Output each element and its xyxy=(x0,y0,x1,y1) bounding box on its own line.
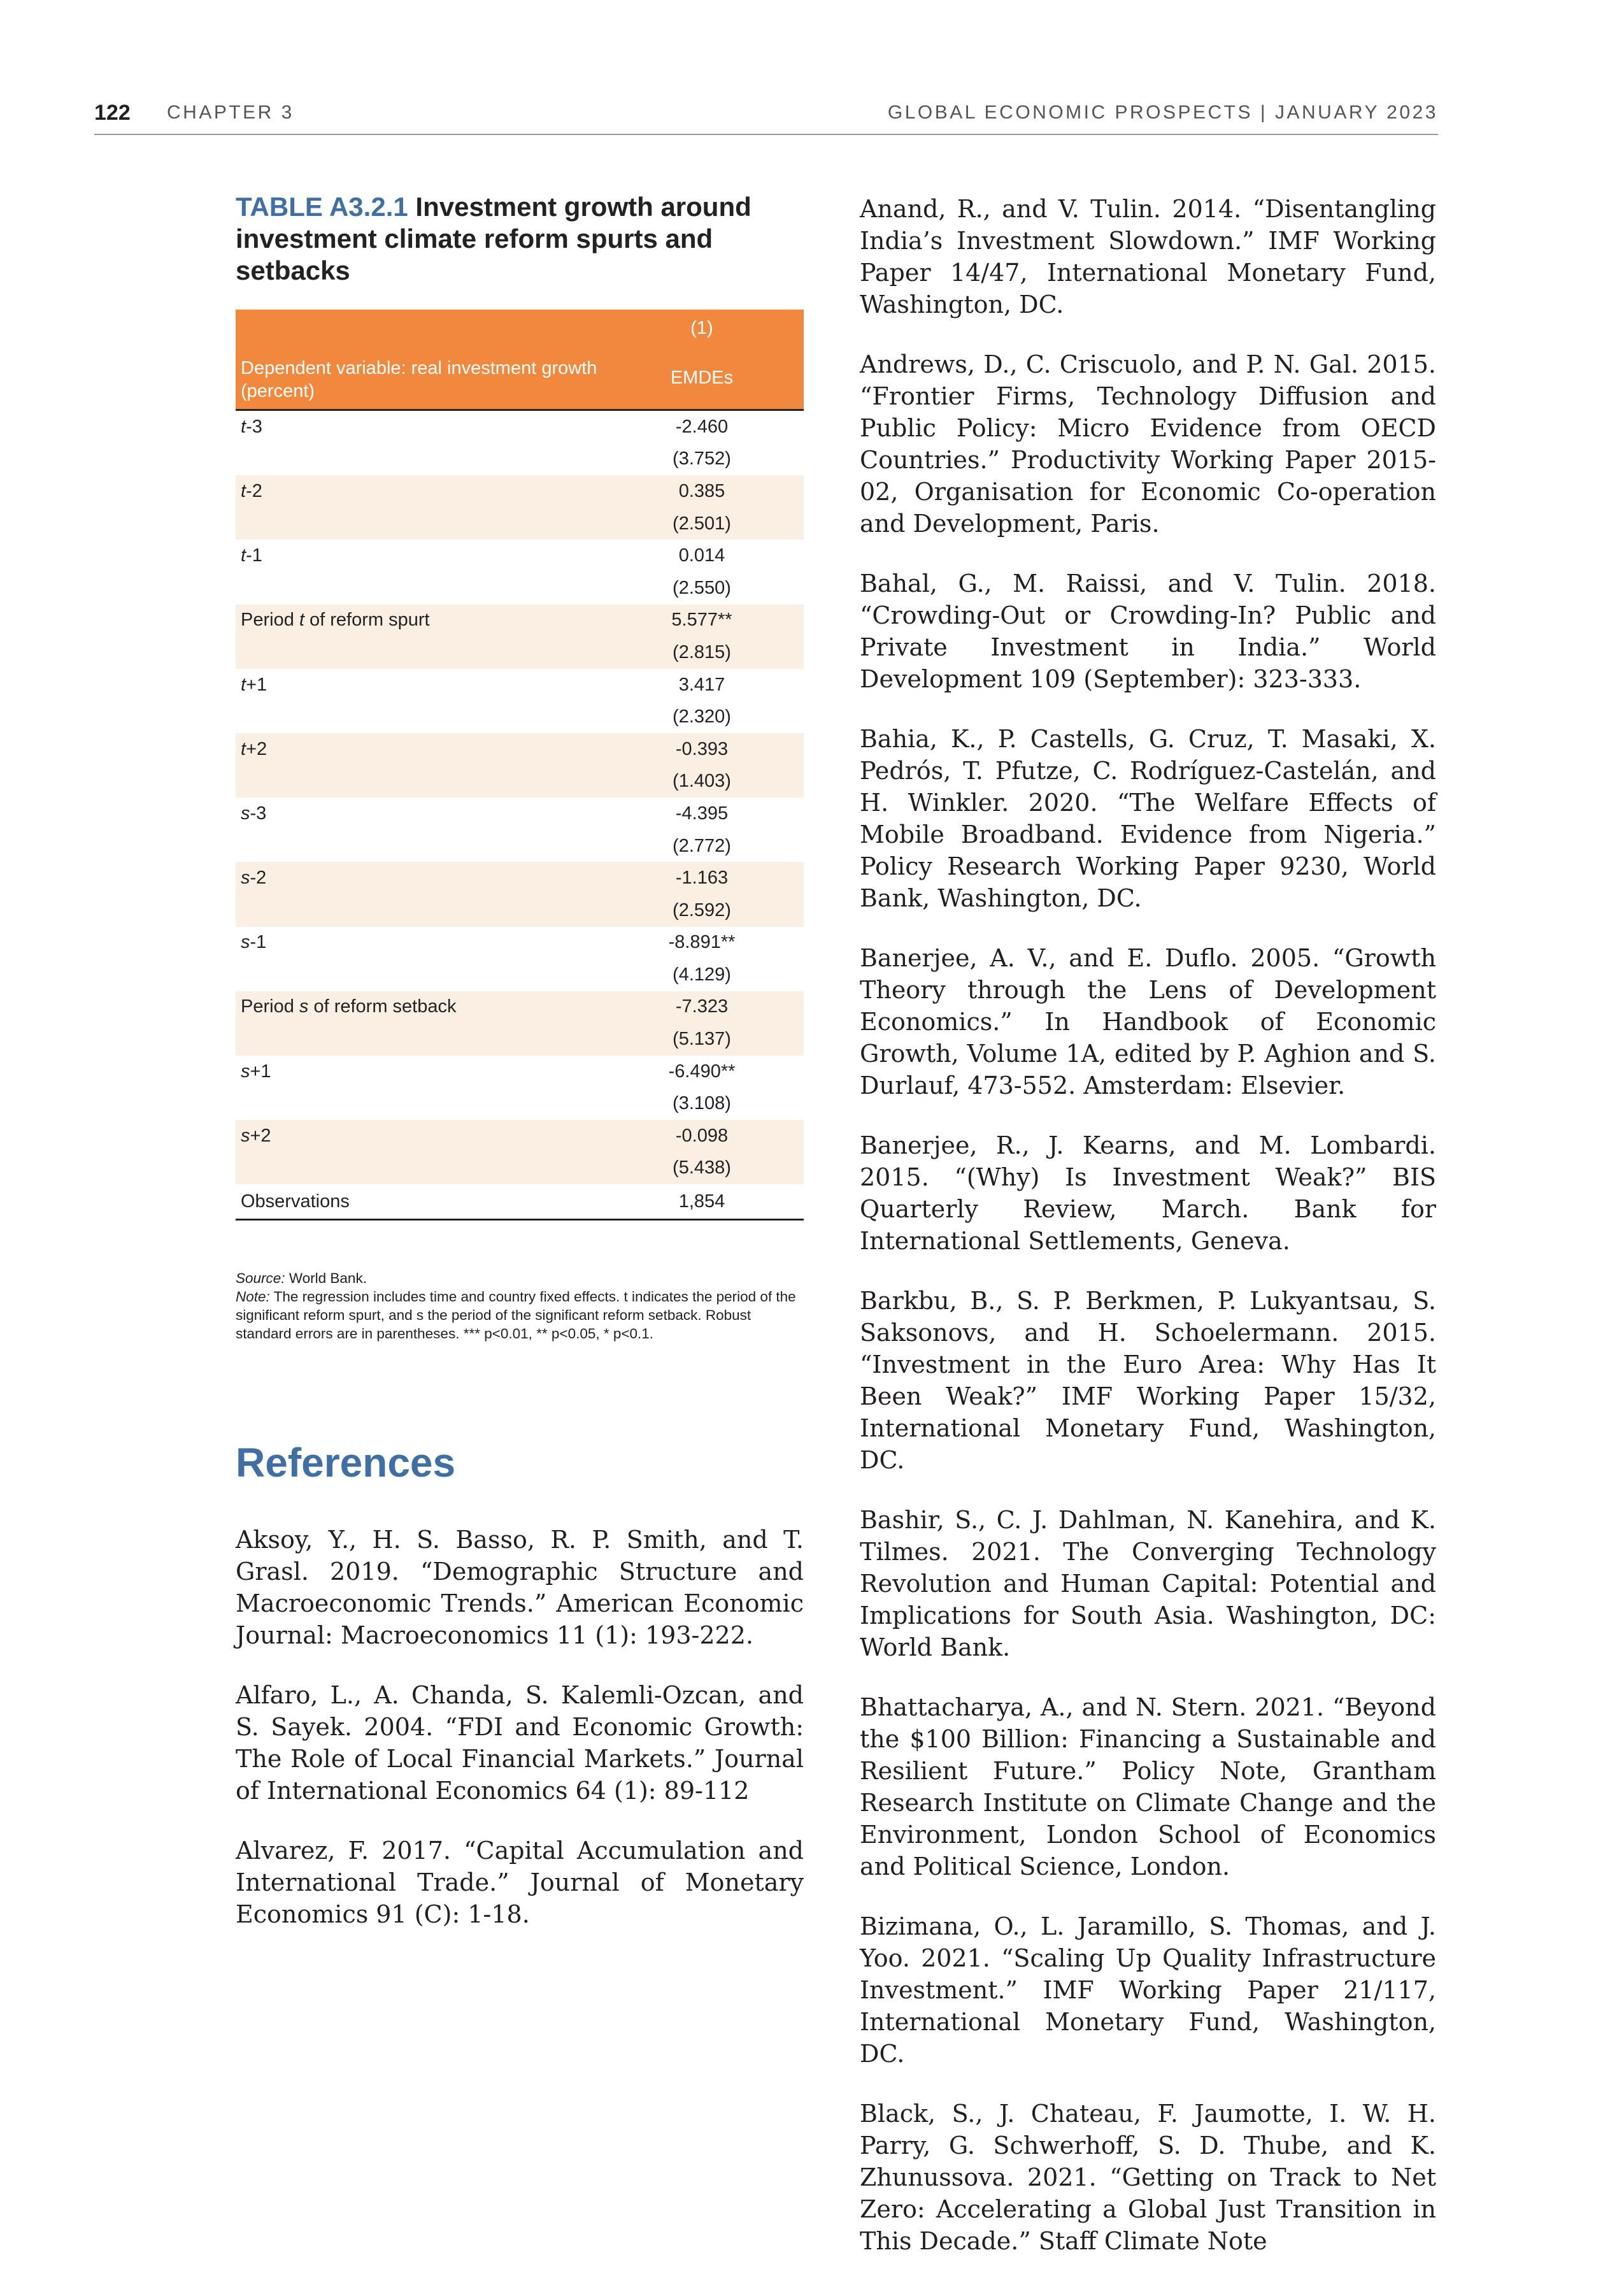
dependent-variable-label: Dependent variable: real investment growth (percent) xyxy=(236,347,600,410)
table-row xyxy=(236,894,804,927)
row-label: t+1 xyxy=(241,674,267,695)
row-label-blank xyxy=(236,636,600,669)
page-header xyxy=(94,96,1438,134)
row-label: t-1 xyxy=(241,545,262,566)
table-row xyxy=(236,410,804,443)
coefficient-value: 0.014 xyxy=(678,545,725,566)
coefficient-value: 0.385 xyxy=(600,475,804,508)
reference-entry: Black, S., J. Chateau, F. Jaumotte, I. W. H. Parry, G. Schwerhoff, S. D. Thube, and K. Zhunussova. 2021. “Getting on Track to Net Zero: Accelerating a Global Just Transition in This Decade.” Staff Climate Note xyxy=(860,2100,1436,2255)
table-row xyxy=(236,1120,804,1152)
standard-error-value: (4.129) xyxy=(673,964,731,985)
chapter-label: CHAPTER 3 xyxy=(167,102,294,123)
row-label-blank xyxy=(236,508,600,540)
header-blank-cell xyxy=(236,310,600,347)
row-label: s-3 xyxy=(241,803,267,824)
reference-entry: Bahia, K., P. Castells, G. Cruz, T. Masaki, X. Pedrós, T. Pfutze, C. Rodríguez-Castelán, and H. Winkler. 2020. “The Welfare Effects of Mobile Broadband. Evidence from Nigeria.” Policy Research Working Paper 9230, World Bank, Washington, DC. xyxy=(860,725,1436,912)
reference-entry: Anand, R., and V. Tulin. 2014. “Disentangling India’s Investment Slowdown.” IMF Working Paper 14/47, International Monetary Fund, Washington, DC. xyxy=(860,195,1436,319)
row-label-blank xyxy=(236,1152,600,1185)
coefficient-value: -4.395 xyxy=(675,803,729,824)
reference-entry: Alfaro, L., A. Chanda, S. Kalemli-Ozcan, and S. Sayek. 2004. “FDI and Economic Growth: The Role of Local Financial Markets.” Journal of International Economics 64 (1): 89-112 xyxy=(236,1681,804,1805)
table-row xyxy=(236,927,804,959)
reference-entry: Bashir, S., C. J. Dahlman, N. Kanehira, and K. Tilmes. 2021. The Converging Technology Revolution and Human Capital: Potential and Implications for South Asia. Washington, DC: World Bank. xyxy=(860,1506,1436,1661)
table-row xyxy=(236,605,804,637)
row-label-blank xyxy=(236,1087,600,1120)
table-row xyxy=(236,669,804,701)
row-label-blank xyxy=(236,701,600,733)
table-row xyxy=(236,1023,804,1056)
row-label: s+2 xyxy=(236,1120,600,1152)
table-row xyxy=(236,959,804,991)
coefficient-value: -8.891** xyxy=(668,932,736,953)
table-header-row xyxy=(236,310,804,347)
coefficient-value: 3.417 xyxy=(678,674,725,695)
table-row xyxy=(236,475,804,508)
table-row xyxy=(236,572,804,605)
row-label: t-2 xyxy=(236,475,600,508)
reference-entry: Bahal, G., M. Raissi, and V. Tulin. 2018. “Crowding-Out or Crowding-In? Public and Private Investment in India.” World Development 109 (September): 323-333. xyxy=(860,569,1436,693)
standard-error-value: (3.752) xyxy=(673,448,731,469)
standard-error-value: (1.403) xyxy=(600,766,804,798)
table-row xyxy=(236,733,804,766)
table-row xyxy=(236,1152,804,1185)
coefficient-value: -2.460 xyxy=(675,416,729,437)
source-label: Source: xyxy=(236,1270,285,1286)
column-number: (1) xyxy=(600,310,804,347)
standard-error-value: (3.108) xyxy=(673,1093,731,1114)
table-id: TABLE A3.2.1 xyxy=(236,192,408,222)
regression-table xyxy=(236,310,804,1221)
table-title-text: Investment growth around investment climate reform spurts and setbacks xyxy=(236,192,751,285)
table-row xyxy=(236,766,804,798)
observations-row xyxy=(236,1184,804,1220)
reference-entry: Banerjee, A. V., and E. Duflo. 2005. “Growth Theory through the Lens of Development Economics.” In Handbook of Economic Growth, Volume 1A, edited by P. Aghion and S. Durlauf, 473-552. Amsterdam: Elsevier. xyxy=(860,944,1436,1100)
table-header-row xyxy=(236,347,804,410)
observations-label: Observations xyxy=(236,1184,600,1220)
row-label-blank xyxy=(236,766,600,798)
standard-error-value: (2.815) xyxy=(600,636,804,669)
table-row xyxy=(236,1087,804,1120)
references-list-right xyxy=(860,193,1436,2285)
row-label-blank xyxy=(236,1023,600,1056)
standard-error-value: (2.501) xyxy=(600,508,804,540)
row-label: Period s of reform setback xyxy=(236,991,600,1024)
standard-error-value: (2.772) xyxy=(673,835,731,856)
reference-entry: Andrews, D., C. Criscuolo, and P. N. Gal. 2015. “Frontier Firms, Technology Diffusion and Public Policy: Micro Evidence from OECD Countries.” Productivity Working Paper 2015-02, Organisation for Economic Co-operation and Development, Paris. xyxy=(860,350,1436,538)
row-label: t-3 xyxy=(241,416,262,437)
reference-entry: Barkbu, B., S. P. Berkmen, P. Lukyantsau, S. Saksonovs, and H. Schoelermann. 2015. “Investment in the Euro Area: Why Has It Been Weak?” IMF Working Paper 15/32, International Monetary Fund, Washington, DC. xyxy=(860,1287,1436,1474)
reference-entry: Banerjee, R., J. Kearns, and M. Lombardi. 2015. “(Why) Is Investment Weak?” BIS Quarterly Review, March. Bank for International Settlements, Geneva. xyxy=(860,1131,1436,1255)
reference-entry: Bhattacharya, A., and N. Stern. 2021. “Beyond the $100 Billion: Financing a Sustainable and Resilient Future.” Policy Note, Grantham Research Institute on Climate Change and the Environment, London School of Economics and Political Science, London. xyxy=(860,1693,1436,1880)
table-body xyxy=(236,410,804,1220)
table-row xyxy=(236,508,804,540)
row-label: s+1 xyxy=(241,1061,271,1082)
table-row xyxy=(236,636,804,669)
publication-title: GLOBAL ECONOMIC PROSPECTS | JANUARY 2023 xyxy=(887,102,1438,123)
row-label-blank xyxy=(236,443,600,476)
row-label-blank xyxy=(236,894,600,927)
standard-error-value: (2.320) xyxy=(673,706,731,727)
observations-value: 1,854 xyxy=(600,1184,804,1220)
table-row xyxy=(236,701,804,733)
coefficient-value: -1.163 xyxy=(600,862,804,894)
reference-entry: Aksoy, Y., H. S. Basso, R. P. Smith, and T. Grasl. 2019. “Demographic Structure and Macroeconomic Trends.” American Economic Journal: Macroeconomics 11 (1): 193-222. xyxy=(236,1526,804,1649)
table-row xyxy=(236,830,804,863)
row-label-blank xyxy=(236,830,600,863)
table-row xyxy=(236,540,804,572)
row-label: s-1 xyxy=(241,932,267,953)
coefficient-value: -0.098 xyxy=(600,1120,804,1152)
reference-entry: Alvarez, F. 2017. “Capital Accumulation and International Trade.” Journal of Monetary Economics 91 (C): 1-18. xyxy=(236,1837,804,1928)
standard-error-value: (2.592) xyxy=(600,894,804,927)
table-source xyxy=(236,1269,804,1287)
table-title xyxy=(236,191,804,287)
references-heading: References xyxy=(236,1440,456,1486)
reference-entry: Bizimana, O., L. Jaramillo, S. Thomas, and J. Yoo. 2021. “Scaling Up Quality Infrastructure Investment.” IMF Working Paper 21/117, International Monetary Fund, Washington, DC. xyxy=(860,1912,1436,2068)
references-list-left xyxy=(236,1524,804,1958)
table-row xyxy=(236,443,804,476)
coefficient-value: -7.323 xyxy=(600,991,804,1024)
row-label-blank xyxy=(236,959,600,991)
standard-error-value: (5.137) xyxy=(600,1023,804,1056)
row-label-blank xyxy=(236,572,600,605)
table-row xyxy=(236,798,804,830)
table-note xyxy=(236,1287,804,1343)
coefficient-value: 5.577** xyxy=(600,605,804,637)
source-text: World Bank. xyxy=(288,1270,367,1286)
standard-error-value: (5.438) xyxy=(600,1152,804,1185)
table-section xyxy=(236,191,804,1342)
table-row xyxy=(236,991,804,1024)
note-text: The regression includes time and country fixed effects. t indicates the period of the significant reform spurt, and s the period of the significant reform setback. Robust standard errors are in parentheses. *** p<0.01, ** p<0.05, * p<0.1. xyxy=(236,1289,796,1342)
coefficient-value: -0.393 xyxy=(600,733,804,766)
coefficient-value: -6.490** xyxy=(668,1061,736,1082)
row-label: t+2 xyxy=(236,733,600,766)
table-row xyxy=(236,1056,804,1088)
standard-error-value: (2.550) xyxy=(673,577,731,598)
note-label: Note: xyxy=(236,1289,270,1305)
page-number: 122 xyxy=(94,101,131,125)
header-rule xyxy=(94,134,1438,135)
row-label: s-2 xyxy=(236,862,600,894)
table-row xyxy=(236,862,804,894)
column-label: EMDEs xyxy=(600,347,804,410)
row-label: Period t of reform spurt xyxy=(236,605,600,637)
table-notes xyxy=(236,1269,804,1343)
